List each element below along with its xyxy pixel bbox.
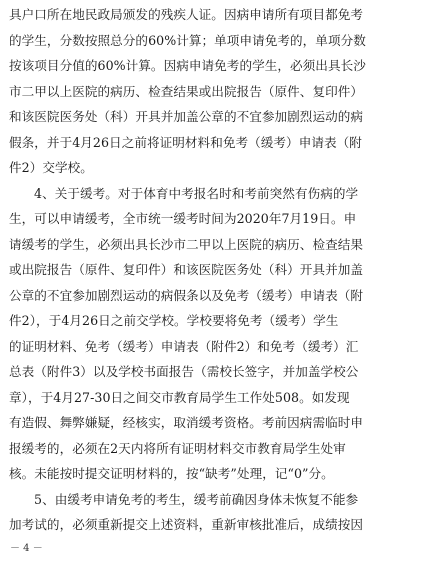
body-line: 件2），于4月26日之前交学校。学校要将免考（缓考）学生 bbox=[9, 313, 339, 328]
body-line: 加考试的，必须重新提交上述资料，重新审核批准后，成绩按因 bbox=[9, 517, 364, 532]
body-line: 市二甲以上医院的病历、检查结果或出院报告（原件、复印件） bbox=[9, 83, 364, 99]
body-line: 总表（附件3）以及学校书面报告（需校长签字，并加盖学校公 bbox=[9, 364, 359, 379]
body-line: 公章的不宜参加剧烈运动的病假条以及免考（缓考）申请表（附 bbox=[9, 287, 364, 303]
page-number: － 4 － bbox=[10, 543, 43, 554]
body-line: 章），于4月27-30日之间交市教育局学生工作处508。如发现 bbox=[9, 389, 350, 405]
body-line: 有造假、舞弊嫌疑，经核实，取消缓考资格。考前因病需临时申 bbox=[9, 415, 364, 430]
body-line: 报缓考的，必须在2天内将所有证明材料交市教育局学生处审 bbox=[9, 440, 346, 456]
body-line: 或出院报告（原件、复印件）和该医院医务处（科）开具并加盖 bbox=[9, 262, 364, 277]
document-body bbox=[9, 2, 413, 538]
body-line: 假条，并于4月26日之前将证明材料和免考（缓考）申请表（附 bbox=[9, 134, 362, 150]
body-line: 的学生，分数按照总分的60%计算；单项申请免考的，单项分数 bbox=[9, 32, 366, 48]
body-line: 件2）交学校。 bbox=[9, 160, 93, 175]
body-line: 的证明材料、免考（缓考）申请表（附件2）和免考（缓考）汇 bbox=[9, 338, 359, 354]
section-5-heading-line: 5、由缓考申请免考的考生，缓考前确因身体未恢复不能参 bbox=[34, 491, 359, 507]
body-line: 和该医院医务处（科）开具并加盖公章的不宜参加剧烈运动的病 bbox=[9, 109, 364, 124]
body-line: 按该项目分值的60%计算。因病申请免考的学生，必须出具长沙 bbox=[9, 58, 366, 73]
body-line: 请缓考的学生，必须出具长沙市二甲以上医院的病历、检查结果 bbox=[9, 236, 364, 252]
body-line: 具户口所在地民政局颁发的残疾人证。因病申请所有项目都免考 bbox=[9, 7, 364, 22]
body-line: 核。未能按时提交证明材料的，按“缺考”处理，记“0”分。 bbox=[9, 466, 334, 481]
body-line: 生，可以申请缓考，全市统一缓考时间为2020年7月19日。申 bbox=[9, 211, 357, 226]
section-4-heading-line: 4、关于缓考。对于体育中考报名时和考前突然有伤病的学 bbox=[34, 185, 359, 201]
